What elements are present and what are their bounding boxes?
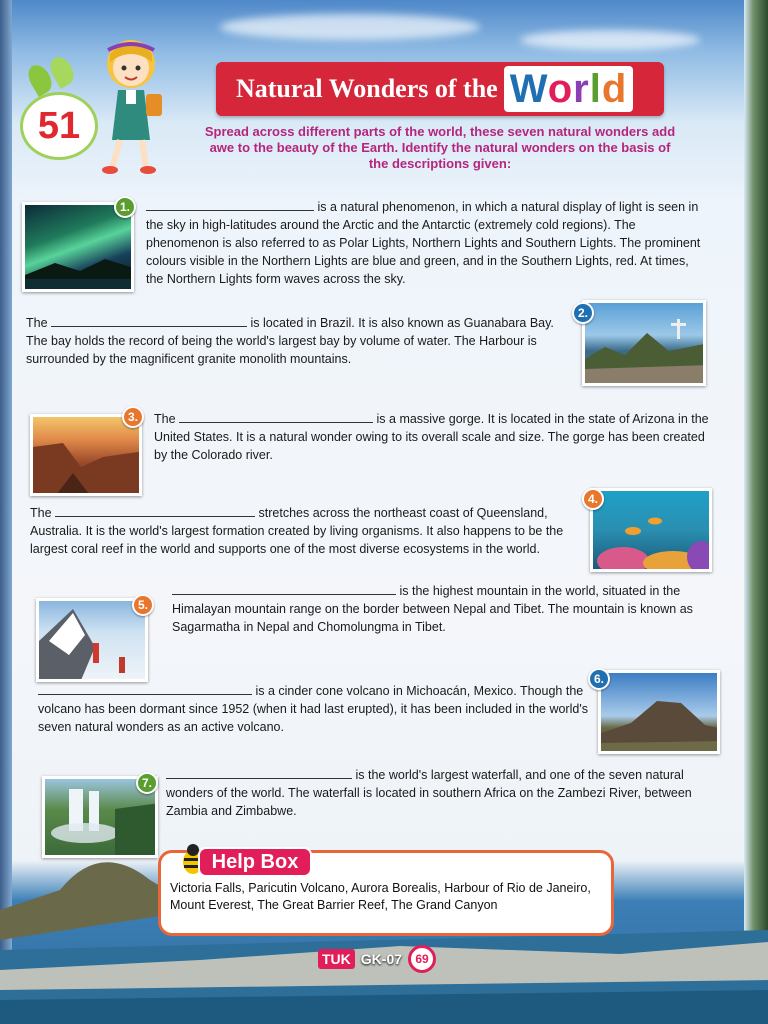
help-box-label: Help Box xyxy=(198,847,312,877)
answer-blank[interactable] xyxy=(166,769,352,779)
question-number: 5. xyxy=(137,598,148,612)
question-number: 7. xyxy=(141,776,152,790)
question-text: stretches across the northeast coast of Queensland, Australia. It is the world's largest formation created by living organisms. It also happens to be the largest coral reef in the world and supports one of the most diverse ecosystems in the world. xyxy=(30,506,564,556)
brand-logo: TUK xyxy=(318,949,355,969)
lesson-number-badge xyxy=(20,92,98,160)
girl-illustration xyxy=(88,32,174,180)
question-7 xyxy=(166,766,726,820)
page-footer xyxy=(318,946,436,972)
page-title-banner xyxy=(216,62,664,116)
question-2 xyxy=(26,314,570,368)
lesson-number: 51 xyxy=(37,104,81,147)
question-text: is the highest mountain in the world, situated in the Himalayan mountain range on the border between Nepal and Tibet. The mountain is known as Sagarmatha in Nepal and Chomolungma in Tibet. xyxy=(172,584,693,634)
page-title: Natural Wonders of the xyxy=(236,74,498,103)
question-text: is a natural phenomenon, in which a natural display of light is seen in the sky in high-latitudes around the Arctic and the Antarctic (extremely cold regions). The phenomenon is also referred to as Polar Lights, Northern Lights and Southern Lights. The prominent colours visible in the Northern Lights are blue and green, and in the Southern Lights, red. At times, the Northern Lights form waves across the sky. xyxy=(146,200,701,286)
question-number: 1. xyxy=(119,200,130,214)
page-title-emphasis: World xyxy=(504,66,634,112)
question-4 xyxy=(30,504,574,558)
volcano-photo xyxy=(598,670,720,754)
question-prefix: The xyxy=(30,506,52,520)
question-number-badge xyxy=(122,406,144,428)
question-3 xyxy=(154,410,714,464)
question-prefix: The xyxy=(26,316,48,330)
answer-blank[interactable] xyxy=(38,685,252,695)
answer-blank[interactable] xyxy=(51,317,247,327)
cloud xyxy=(220,14,480,40)
answer-blank[interactable] xyxy=(179,413,373,423)
series-code: GK-07 xyxy=(360,951,403,967)
answer-blank[interactable] xyxy=(172,585,396,595)
question-number-badge xyxy=(572,302,594,324)
everest-photo xyxy=(36,598,148,682)
question-text: is the world's largest waterfall, and one of the seven natural wonders of the world. The waterfall is located in southern Africa on the Zambezi River, between Zambia and Zimbabwe. xyxy=(166,768,692,818)
answer-blank[interactable] xyxy=(146,201,314,211)
question-number-badge xyxy=(582,488,604,510)
instructions: Spread across different parts of the world, these seven natural wonders add awe to the beauty of the Earth. Identify the natural wonders on the basis of the descriptions given: xyxy=(204,124,676,171)
question-6 xyxy=(38,682,588,736)
question-number-badge xyxy=(132,594,154,616)
question-number-badge xyxy=(114,196,136,218)
grand-canyon-photo xyxy=(30,414,142,496)
question-1 xyxy=(146,198,708,288)
question-number: 6. xyxy=(593,672,604,686)
question-text: is located in Brazil. It is also known as Guanabara Bay. The bay holds the record of being the world's largest bay by volume of water. The Harbour is surrounded by the magnificent granite monolith mountains. xyxy=(26,316,554,366)
question-number: 3. xyxy=(127,410,138,424)
answer-blank[interactable] xyxy=(55,507,255,517)
question-number-badge xyxy=(136,772,158,794)
page-number: 69 xyxy=(408,945,436,973)
question-number: 2. xyxy=(577,306,588,320)
question-prefix: The xyxy=(154,412,176,426)
rio-harbour-photo xyxy=(582,300,706,386)
question-number: 4. xyxy=(587,492,598,506)
cloud xyxy=(520,30,700,50)
question-5 xyxy=(172,582,720,636)
help-box-text: Victoria Falls, Paricutin Volcano, Aurora Borealis, Harbour of Rio de Janeiro, Mount Everest, The Great Barrier Reef, The Grand Canyon xyxy=(170,881,591,912)
coral-reef-photo xyxy=(587,488,712,572)
question-number-badge xyxy=(588,668,610,690)
question-text: is a massive gorge. It is located in the state of Arizona in the United States. It is a natural wonder owing to its overall scale and size. The gorge has been created by the Colorado river. xyxy=(154,412,709,462)
question-text: is a cinder cone volcano in Michoacán, Mexico. Though the volcano has been dormant since 1952 (when it had last erupted), it has been included in the world's seven natural wonders as an active volcano. xyxy=(38,684,588,734)
